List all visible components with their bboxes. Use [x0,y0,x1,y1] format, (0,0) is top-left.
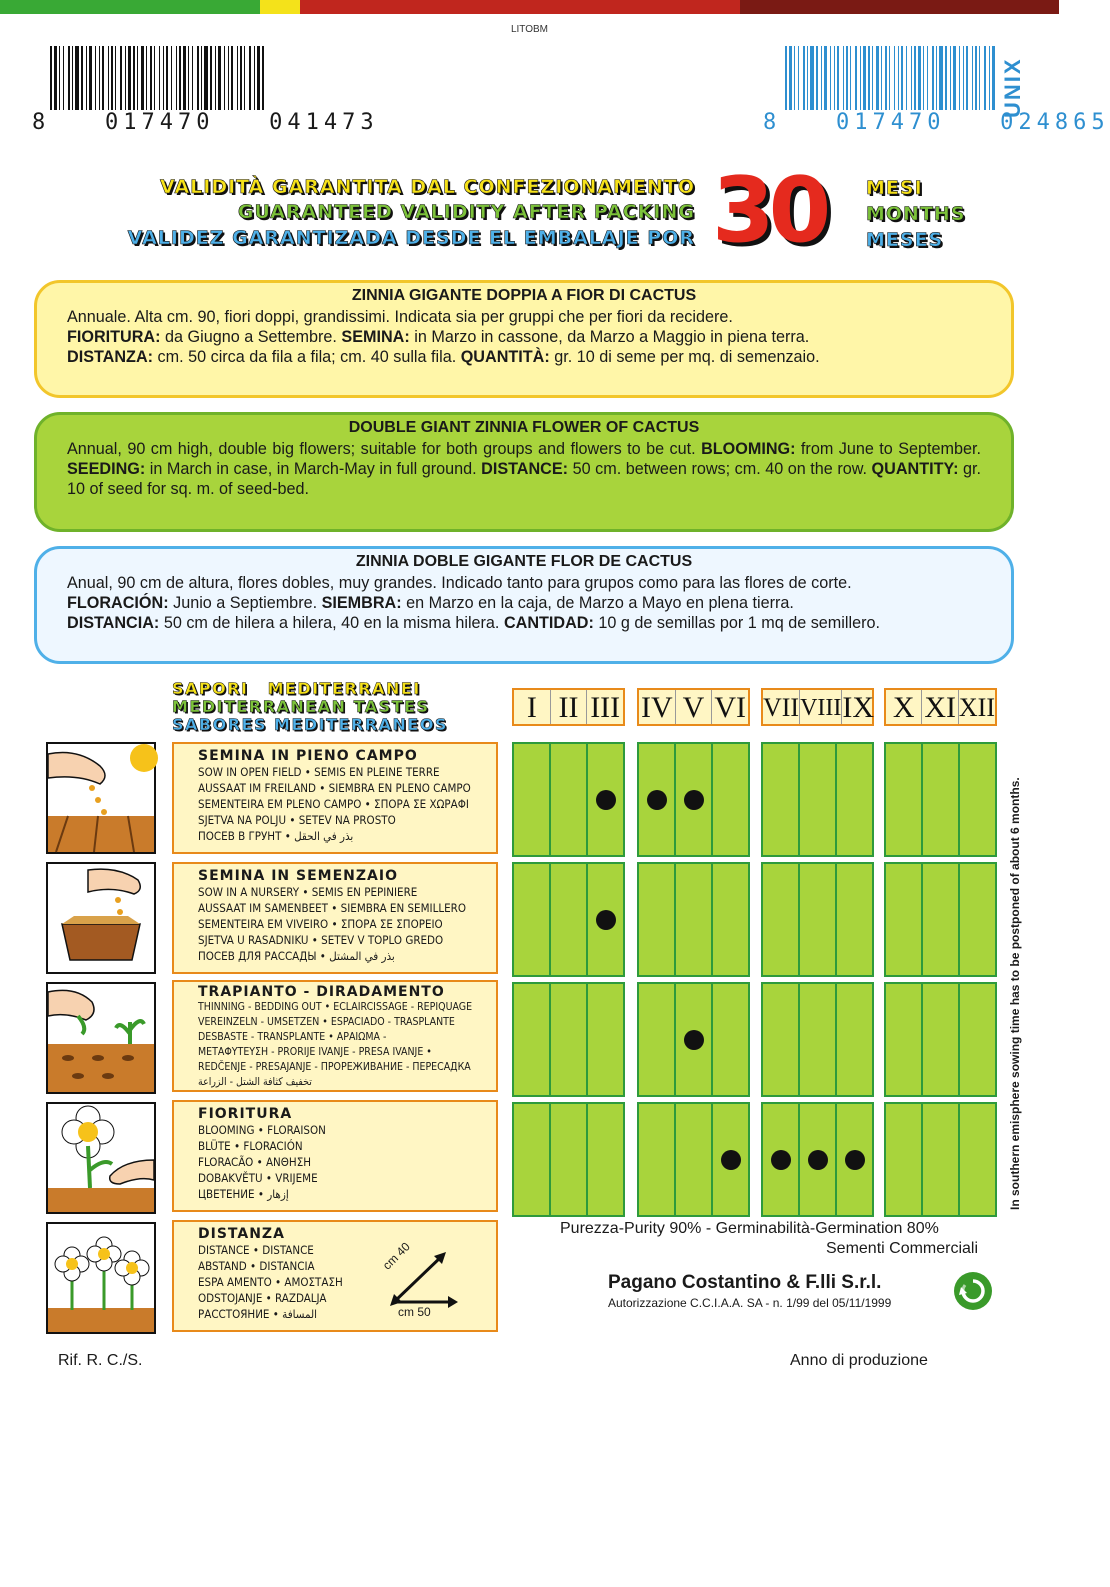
action-line: تخفيف كثافة الشتل - الزراعة [198,1076,312,1088]
grid-month-cell [921,864,958,975]
action-line: ΜΕΤΑΦΥΤΕΥΣΗ - PRORIJE IVANJE - PRESA IVANJE • [198,1046,432,1058]
grid-month-cell [586,864,623,975]
grid-month-cell [921,984,958,1095]
grid-month-cell [674,744,711,855]
grid-quarter [512,862,625,977]
action-line: SOW IN OPEN FIELD • SEMIS EN PLEINE TERRE [198,765,440,779]
month-ix: IX [842,691,875,724]
grid-quarter [761,862,874,977]
grid-month-cell [549,1104,586,1215]
company-name: Pagano Costantino & F.lli S.r.l. [608,1272,882,1293]
action-line: AUSSAAT IM SAMENBEET • SIEMBRA EN SEMILLERO [198,901,466,915]
month-viii: VIII [799,690,841,724]
action-line: SEMENTEIRA EM PLENO CAMPO • ΣΠΟΡΑ ΣΕ ΧΩΡΑΦΙ [198,797,469,811]
grid-month-cell [835,864,872,975]
sow-nursery-icon [46,862,156,974]
grid-month-cell [711,984,748,1095]
barcode-brand: UNIX [1000,57,1025,118]
activity-dot [721,1150,741,1170]
action-line: DOBAKVĚTU • VRIJEME [198,1171,318,1185]
sow-field-icon [46,742,156,854]
description-spanish [34,546,1014,664]
month-vi: VI [711,690,748,724]
grid-quarter [884,742,997,857]
grid-quarter [512,982,625,1097]
grid-month-cell [514,984,549,1095]
action-distance [172,1220,498,1332]
action-line: ABSTAND • DISTANCIA [198,1259,315,1273]
action-line: VEREINZELN - UMSETZEN • ESPACIADO - TRASPLANTE [198,1016,455,1028]
grid-month-cell [921,1104,958,1215]
action-line: SOW IN A NURSERY • SEMIS EN PEPINIERE [198,885,418,899]
grid-month-cell [711,864,748,975]
grid-quarter [637,982,750,1097]
action-line: ПОСЕВ В ГРУНТ • بذر في الحقل [198,829,354,843]
text-italian: Annuale. Alta cm. 90, fiori doppi, grandissimi. Indicata sia per gruppi che per fiori da recidere. FIORITURA: da Giugno a Settembre. SEMINA: in Marzo in cassone, da Marzo a Maggio in piena terra. DISTANZA: cm. 50 circa da fila a fila; cm. 40 sulla fila. QUANTITÀ: gr. 10 di seme per mq. di semenzaio. [67,308,820,366]
grid-month-cell [763,1104,798,1215]
action-sow-nursery [172,862,498,974]
grid-quarter [761,1102,874,1217]
barcode-left [32,46,379,135]
blooming-icon [46,1102,156,1214]
grid-month-cell [835,1104,872,1215]
title-english: DOUBLE GIANT ZINNIA FLOWER OF CACTUS [348,419,700,436]
action-sow-field [172,742,498,854]
grid-month-cell [674,864,711,975]
validity-30: 30 [712,158,826,263]
action-line: THINNING - BEDDING OUT • ECLAIRCISSAGE - REPIQUAGE [198,1001,473,1013]
action-transplant [172,980,498,1092]
activity-dot [596,910,616,930]
grid-month-cell [711,1104,748,1215]
grid-quarter [884,982,997,1097]
months-q1 [512,688,625,726]
action-line: FLORACÃO • ΑΝΘΗΣΗ [198,1155,312,1169]
action-line: ПОСЕВ ДЛЯ РАССАДЫ • بذر في المشتل [198,949,395,963]
grid-quarter [884,862,997,977]
grid-month-cell [549,864,586,975]
action-line: DESBASTE - TRANSPLANTE • ΑΡΑΙΩΜΑ - [198,1031,387,1043]
reference: Rif. R. C./S. [58,1352,143,1369]
validity-en: GUARANTEED VALIDITY AFTER PACKING [237,201,695,223]
calendar-grid [512,742,997,1212]
distance-icon [46,1222,156,1334]
action-line: SJETVA NA POLJU • SETEV NA PROSTO [198,813,396,827]
action-line: ЦВЕТЕНИЕ • إزهار [198,1187,289,1201]
grid-month-cell [798,744,835,855]
grid-month-cell [586,1104,623,1215]
grid-quarter [512,1102,625,1217]
grid-month-cell [921,744,958,855]
top-color-strip [0,0,1059,14]
action-line: DISTANCE • DISTANCE [198,1243,314,1257]
grid-month-cell [886,744,921,855]
grid-month-cell [514,1104,549,1215]
action-title: DISTANZA [198,1226,285,1242]
grid-month-cell [549,744,586,855]
southern-hemisphere-note: In southern emisphere sowing time has to be postponed of about 6 months. [1008,777,1022,1210]
action-title: FIORITURA [198,1106,293,1122]
validity-it: VALIDITÀ GARANTITA DAL CONFEZIONAMENTO [160,176,695,198]
grid-month-cell [549,984,586,1095]
distance-label-50: cm 50 [398,1305,431,1319]
month-x: X [892,691,915,724]
grid-month-cell [514,864,549,975]
title-spanish: ZINNIA DOBLE GIGANTE FLOR DE CACTUS [355,553,693,570]
month-ii: II [550,690,587,724]
barcode-right-number: 8 017470 024865 [763,110,1110,135]
text-english: Annual, 90 cm high, double big flowers; suitable for both groups and flowers to be cut. BLOOMING: from June to September. SEEDING: in March in case, in March-May in full ground. DISTANCE: 50 cm. between rows; cm. 40 on the row. QUANTITY: gr. 10 of seed for sq. m. of seed-bed. [67,440,981,498]
grid-month-cell [586,984,623,1095]
recycle-icon [954,1272,992,1310]
activity-dot [771,1150,791,1170]
sapori-en: MEDITERRANEAN TASTES [172,697,430,716]
description-italian [34,280,1014,398]
grid-month-cell [674,984,711,1095]
grid-month-cell [639,864,674,975]
purity-info: Purezza-Purity 90% - Germinabilità-Germination 80% [560,1220,939,1237]
validity-mesi: MESI [866,177,923,199]
grid-quarter [761,742,874,857]
sapori-es: SABORES MEDITERRANEOS [172,715,448,734]
grid-month-cell [674,1104,711,1215]
month-v: V [675,690,712,724]
grid-quarter [512,742,625,857]
transplant-icon [46,982,156,1094]
month-i: I [526,691,537,724]
grid-month-cell [798,864,835,975]
barcode-left-number: 8 017470 041473 [32,110,379,135]
month-xii: XII [958,690,995,724]
action-line: ODSTOJANJE • RAZDALJA [198,1291,327,1305]
authorization: Autorizzazione C.C.I.A.A. SA - n. 1/99 del 05/11/1999 [608,1296,892,1310]
grid-month-cell [798,1104,835,1215]
action-line: AUSSAAT IM FREILAND • SIEMBRA EN PLENO CAMPO [198,781,471,795]
activity-dot [596,790,616,810]
activity-dot [684,1030,704,1050]
grid-month-cell [958,864,995,975]
production-year-label: Anno di produzione [790,1352,928,1369]
grid-month-cell [886,1104,921,1215]
grid-quarter [637,742,750,857]
action-line: ESPA AMENTO • ΑΜΟΣΤΑΣΗ [198,1275,343,1289]
action-title: TRAPIANTO - DIRADAMENTO [198,984,445,1000]
month-xi: XI [921,690,957,724]
months-q4 [884,688,997,726]
activity-dot [808,1150,828,1170]
activity-dot [845,1150,865,1170]
action-title: SEMINA IN SEMENZAIO [198,868,398,884]
grid-month-cell [639,984,674,1095]
grid-month-cell [835,984,872,1095]
validity-es: VALIDEZ GARANTIZADA DESDE EL EMBALAJE POR [127,227,695,249]
month-vii: VII [763,693,800,722]
grid-quarter [637,1102,750,1217]
grid-quarter [637,862,750,977]
grid-month-cell [886,864,921,975]
description-english [34,412,1014,532]
action-line: РАССТОЯНИЕ • المسافة [198,1307,318,1321]
sementi-commerciali: Sementi Commerciali [826,1240,979,1257]
action-title: SEMINA IN PIENO CAMPO [198,748,418,764]
grid-month-cell [958,1104,995,1215]
grid-month-cell [763,984,798,1095]
months-q2 [637,688,750,726]
grid-month-cell [763,864,798,975]
sapori-it: SAPORI MEDITERRANEI [172,679,421,698]
action-line: SEMENTEIRA EM VIVEIRO • ΣΠΟΡΑ ΣΕ ΣΠΟΡΕΙΟ [198,917,443,931]
activity-dot [647,790,667,810]
activity-dot [684,790,704,810]
grid-month-cell [798,984,835,1095]
grid-month-cell [639,744,674,855]
grid-month-cell [514,744,549,855]
printer-label: LITOBM [510,24,549,35]
month-iv: IV [641,691,673,724]
grid-quarter [884,1102,997,1217]
grid-month-cell [886,984,921,1095]
grid-month-cell [711,744,748,855]
grid-month-cell [958,984,995,1095]
action-line: BLOOMING • FLORAISON [198,1123,326,1137]
months-q3 [761,688,874,726]
grid-month-cell [835,744,872,855]
title-italian: ZINNIA GIGANTE DOPPIA A FIOR DI CACTUS [351,287,697,304]
grid-quarter [761,982,874,1097]
action-blooming [172,1100,498,1212]
validity-months: MONTHS [866,203,966,225]
grid-month-cell [763,744,798,855]
distance-label-40: cm 40 [379,1239,413,1273]
month-iii: III [586,690,623,724]
grid-month-cell [586,744,623,855]
action-line: SJETVA U RASADNIKU • SETEV V TOPLO GREDO [198,933,444,947]
grid-month-cell [639,1104,674,1215]
action-line: REDČENJE - PRESAJANJE - ПРОРЕЖИВАНИЕ - ПЕРЕСАДКА [198,1061,471,1073]
text-spanish: Anual, 90 cm de altura, flores dobles, muy grandes. Indicado tanto para grupos como para las flores de corte. FLORACIÓN: Junio a Septiembre. SIEMBRA: en Marzo en la caja, de Marzo a Mayo en plena tierra. DISTANCIA: 50 cm de hilera a hilera, 40 en la misma hilera. CANTIDAD: 10 g de semillas por 1 mq de semillero. [67,574,880,632]
grid-month-cell [958,744,995,855]
action-line: BLÜTE • FLORACIÓN [198,1139,303,1153]
validity-meses: MESES [866,229,944,251]
